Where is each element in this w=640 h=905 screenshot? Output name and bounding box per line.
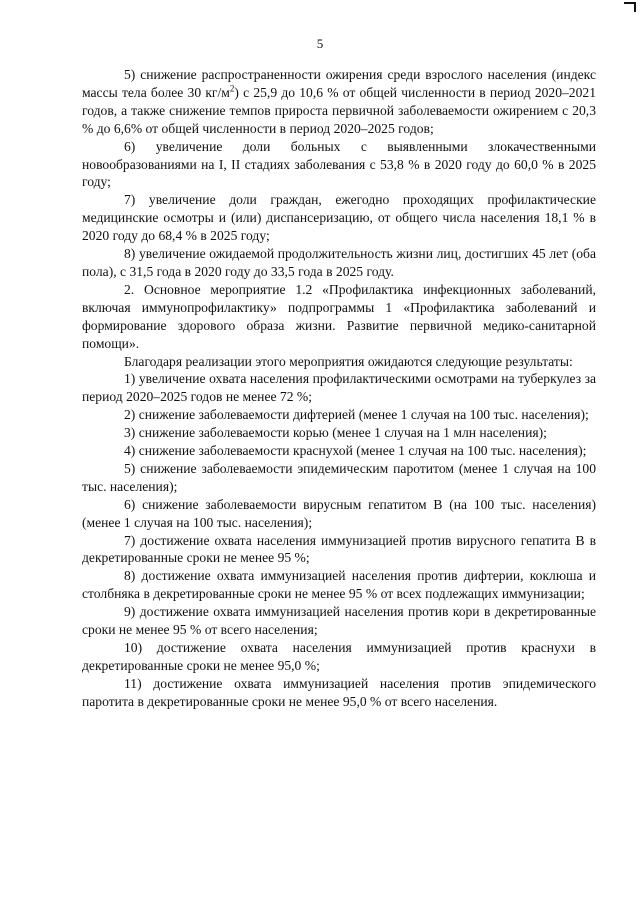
list-item-dtp-immunization: 8) достижение охвата иммунизацией населения против дифтерии, коклюша и столбняка в декретированные сроки не менее 95 % от всех подлежащих иммунизации;	[82, 568, 596, 602]
list-item-mumps: 5) снижение заболеваемости эпидемическим паротитом (менее 1 случая на 100 тыс. населения);	[82, 460, 596, 494]
document-body	[82, 66, 596, 711]
paragraph-obesity: 5) снижение распространенности ожирения среди взрослого населения (индекс массы тела более 30 $кг/м^2$) с 25,9 до 10,6 % от общей численности в период 2020–2021 годов, а также снижение темпов прироста первичной заболеваемости ожирением с 20,3 % до 6,6% от общей численности в период 2020–2025 годов;	[82, 67, 596, 136]
paragraph-checkups: 7) увеличение доли граждан, ежегодно проходящих профилактические медицинские осмотры и (или) диспансеризацию, от общего числа населения 18,1 % в 2020 году до 68,4 % в 2025 году;	[82, 192, 596, 244]
page-number: 5	[316, 36, 324, 51]
list-item-diphtheria: 2) снижение заболеваемости дифтерией (менее 1 случая на 100 тыс. населения);	[124, 407, 589, 423]
superscript: 2	[229, 83, 235, 94]
list-item-tuberculosis: 1) увеличение охвата населения профилактическими осмотрами на туберкулез за период 2020–2025 годов не менее 72 %;	[82, 371, 596, 405]
list-item-measles-immunization: 9) достижение охвата иммунизацией населения против кори в декретированные сроки не менее 95 % от всего населения;	[82, 604, 596, 638]
list-item-measles: 3) снижение заболеваемости корью (менее 1 случая на 1 млн населения);	[124, 425, 547, 441]
list-item-rubella: 4) снижение заболеваемости краснухой (менее 1 случая на 100 тыс. населения);	[124, 443, 587, 459]
paragraph-expected-results: Благодаря реализации этого мероприятия ожидаются следующие результаты:	[124, 353, 573, 369]
list-item-mumps-immunization: 11) достижение охвата иммунизацией населения против эпидемического паротита в декретированные сроки не менее 95,0 % от всего населения.	[82, 675, 596, 709]
list-item-rubella-immunization: 10) достижение охвата населения иммунизацией против краснухи в декретированные сроки не менее 95,0 %;	[82, 640, 596, 673]
list-item-hepatitis-immunization: 7) достижение охвата населения иммунизацией против вирусного гепатита В в декретированные сроки не менее 95 %;	[82, 532, 596, 566]
paragraph-life-expectancy: 8) увеличение ожидаемой продолжительность жизни лиц, достигших 45 лет (оба пола), с 31,5 года в 2020 году до 33,5 года в 2025 году.	[82, 246, 596, 279]
paragraph-oncology: 6) увеличение доли больных с выявленными злокачественными новообразованиями на I, II стадиях заболевания с 53,8 % в 2020 году до 60,0 % в 2025 году;	[82, 138, 596, 190]
list-item-hepatitis: 6) снижение заболеваемости вирусным гепатитом В (на 100 тыс. населения) (менее 1 случая на 100 тыс. населения);	[82, 496, 596, 530]
scan-corner-mark	[624, 2, 636, 12]
paragraph-main-measure: 2. Основное мероприятие 1.2 «Профилактика инфекционных заболеваний, включая иммунопрофилактику» подпрограммы 1 «Профилактика заболеваний и формирование здорового образа жизни. Развитие первичной медико-санитарной помощи».	[82, 281, 596, 351]
